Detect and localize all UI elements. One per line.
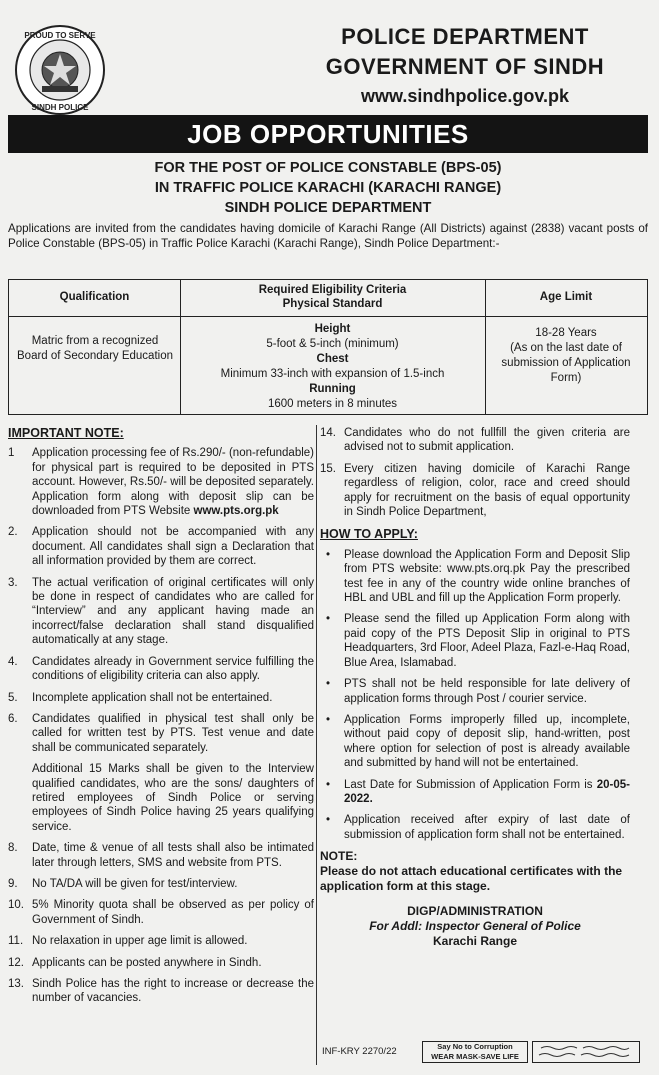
department-title: POLICE DEPARTMENT <box>341 24 589 49</box>
last-date: 20-05-2022. <box>344 778 630 805</box>
header-physical-standard: Physical Standard <box>282 298 383 310</box>
note-item: 1 Application processing fee of Rs.290/- (non-refundable) for physical part is required to be deposited in PTS account. However, Rs.50/- will be deposited separately. Application form along with deposit slip can be downloaded from PTS Website www.pts.org.pk <box>8 447 314 518</box>
chest-label: Chest <box>316 353 349 365</box>
header-qualification: Qualification <box>59 291 130 303</box>
intro-paragraph: Applications are invited from the candidates having domicile of Karachi Range (All Districts) against (2838) vacant posts of Police Constable (BPS-05) in Traffic Police Karachi (Karachi Range), Sindh Police Department:- <box>8 222 648 250</box>
how-to-apply-title: HOW TO APPLY: <box>320 527 418 542</box>
note-item: 11. No relaxation in upper age limit is allowed. <box>8 935 248 948</box>
cell-physical <box>180 322 485 412</box>
age-note: (As on the last date of submission of Application Form) <box>501 342 631 384</box>
job-opportunities-banner <box>8 115 648 153</box>
signature-office: For Addl: Inspector General of Police <box>369 918 581 933</box>
website-link[interactable]: www.sindhpolice.gov.pk <box>360 86 570 106</box>
important-note-section <box>8 426 314 1013</box>
note-item: 3. The actual verification of original certificates will only be done in respect of candidates who are called for “Interview” and any applicant having made an incorrect/false declaration shall stand disqualified automatically at any stage. <box>8 576 314 647</box>
urdu-slogan-graphic <box>532 1041 640 1063</box>
svg-text:SINDH POLICE: SINDH POLICE <box>31 103 89 112</box>
note-item: 10. 5% Minority quota shall be observed as per policy of Government of Sindh. <box>8 899 314 926</box>
note-item: 6. Candidates qualified in physical test shall only be called for written test by PTS. Test venue and date shall be communicated separately. <box>8 712 314 754</box>
subtitle-traffic: IN TRAFFIC POLICE KARACHI (KARACHI RANGE) <box>154 180 502 196</box>
note-item: 9. No TA/DA will be given for test/interview. <box>8 877 238 890</box>
note-item: 2. Application should not be accompanied with any document. All candidates shall sign a Declaration that all information provided by them are correct. <box>8 526 314 568</box>
height-label: Height <box>314 323 351 335</box>
note-title: NOTE: <box>320 849 358 864</box>
note-item: 14. Candidates who do not fullfill the given criteria are advised not to submit application. <box>320 427 630 454</box>
svg-text:PROUD TO SERVE: PROUD TO SERVE <box>24 31 96 40</box>
apply-step-last-date: • Last Date for Submission of Application Form is 20-05-2022. <box>326 778 630 805</box>
banner-text: JOB OPPORTUNITIES <box>187 119 469 149</box>
apply-step: • Please download the Application Form and Deposit Slip from PTS website: www.pts.orq.pk Pay the prescribed test fee in any of the country wide online branches of HBL and UBL and fill up the Application Form properly. <box>326 548 630 605</box>
header-age-limit: Age Limit <box>539 291 593 303</box>
height-value: 5-foot & 5-inch (minimum) <box>266 338 399 350</box>
note-body: Please do not attach educational certificates with the application form at this stage. <box>320 863 623 893</box>
footer <box>322 1038 642 1064</box>
chest-value: Minimum 33-inch with expansion of 1.5-inch <box>220 368 445 380</box>
running-label: Running <box>309 383 356 395</box>
column-divider <box>316 425 317 1065</box>
apply-step: • PTS shall not be held responsible for late delivery of application forms through Post / courier service. <box>326 678 630 705</box>
note-item: 13. Sindh Police has the right to increase or decrease the number of vacancies. <box>8 978 314 1005</box>
note-item: 8. Date, time & venue of all tests shall also be intimated later through letters, SMS and website from PTS. <box>8 842 314 869</box>
sindh-police-logo <box>12 24 108 116</box>
apply-step: • Application Forms improperly filled up, incomplete, without paid copy of deposit slip, hand-written, post where option for selection of post is already available and submitted by hand will not be entertained. <box>326 713 630 770</box>
note-item: 5. Incomplete application shall not be entertained. <box>8 691 273 704</box>
note-item: 12. Applicants can be posted anywhere in Sindh. <box>8 956 262 969</box>
inf-code: INF-KRY 2270/22 <box>322 1046 397 1057</box>
anti-corruption-box: Say No to Corruption WEAR MASK-SAVE LIFE <box>422 1041 528 1063</box>
subtitle-department: SINDH POLICE DEPARTMENT <box>224 200 432 216</box>
cell-age <box>495 326 637 386</box>
note-item: 15. Every citizen having domicile of Karachi Range regardless of religion, color, race and creed should apply for recruitment on the basis of equal opportunity in Sindh Police Department, <box>320 462 630 519</box>
running-value: 1600 meters in 8 minutes <box>267 398 398 410</box>
note-item-additional-marks: Additional 15 Marks shall be given to the Interview qualified candidates, who are the sons/ daughters of retired employees of Sindh Police or serving employees of Sindh Police having 25 years qualifying service. <box>32 763 314 833</box>
signature-title: DIGP/ADMINISTRATION <box>407 903 543 918</box>
cell-qualification: Matric from a recognized Board of Secondary Education <box>17 335 173 362</box>
apply-step: • Please send the filled up Application Form along with paid copy of the PTS Deposit Slip in original to PTS Headquarters, 3rd Floor, Adeel Plaza, Fazl-e-Haq Road, Blue Area, Islamabad. <box>326 613 630 669</box>
subtitle-post: FOR THE POST OF POLICE CONSTABLE (BPS-05) <box>154 160 502 176</box>
eligibility-table <box>8 279 648 415</box>
right-column <box>320 426 630 949</box>
header-criteria: Required Eligibility Criteria <box>258 284 407 296</box>
pts-website-link[interactable]: www.pts.org.pk <box>193 505 279 518</box>
age-range: 18-28 Years <box>535 327 597 339</box>
government-title: GOVERNMENT OF SINDH <box>325 54 605 79</box>
apply-step: • Application received after expiry of last date of submission of application form shall not be entertained. <box>326 814 630 841</box>
note-item: 4. Candidates already in Government service fulfilling the conditions of eligibility criteria can also apply. <box>8 655 314 683</box>
important-note-title: IMPORTANT NOTE: <box>8 426 124 440</box>
signature-range: Karachi Range <box>432 933 518 948</box>
